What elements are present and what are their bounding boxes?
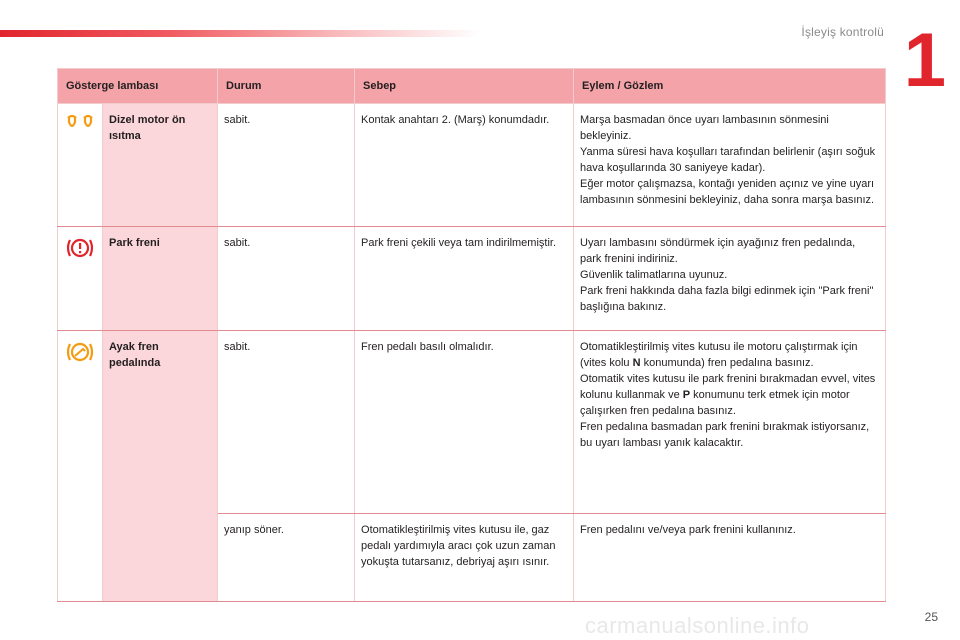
action-fragment: konumunda) fren pedalına basınız. — [640, 357, 814, 369]
status-text: sabit. — [218, 331, 355, 514]
action-text — [574, 331, 886, 514]
action-text — [574, 514, 886, 602]
action-text — [574, 104, 886, 227]
table-row — [58, 331, 886, 514]
warning-lights-table — [57, 68, 886, 602]
foot-brake-icon — [64, 339, 96, 365]
status-text: sabit. — [218, 227, 355, 331]
section-title: İşleyiş kontrolü — [801, 25, 884, 39]
cause-text: Kontak anahtarı 2. (Marş) konumdadır. — [355, 104, 574, 227]
cause-text: Otomatikleştirilmiş vites kutusu ile, gaz pedalı yardımıyla aracı çok uzun zaman yokuşta tutarsanız, debriyaj aşırı ısınır. — [355, 514, 574, 602]
lamp-name: Park freni — [103, 227, 218, 331]
cause-text: Fren pedalı basılı olmalıdır. — [355, 331, 574, 514]
lamp-name: Ayak fren pedalında — [103, 331, 218, 602]
action-fragment: Otomatik vites kutusu ile park frenini bırakmadan evvel, vites kolunu kullanmak ve — [580, 373, 876, 401]
gear-position-n: N — [632, 357, 641, 369]
action-line — [580, 371, 879, 419]
action-line: Fren pedalına basmadan park frenini bırakmak istiyorsanız, bu uyarı lambası yanık kalacaktır. — [580, 421, 870, 449]
page-number: 25 — [924, 610, 938, 624]
table-row — [58, 227, 886, 331]
cause-text: Park freni çekili veya tam indirilmemiştir. — [355, 227, 574, 331]
action-line: Marşa basmadan önce uyarı lambasının sönmesini bekleyiniz. — [580, 114, 829, 142]
action-text — [574, 227, 886, 331]
icon-cell — [58, 227, 103, 331]
parking-brake-icon — [64, 235, 96, 261]
action-fragment: Otomatikleştirilmiş vites kutusu ile motoru çalıştırmak için (vites kolu — [580, 341, 858, 369]
action-line: Eğer motor çalışmazsa, kontağı yeniden açınız ve yine uyarı lambasının sönmesini bekleyiniz, daha sonra marşa basınız. — [580, 178, 875, 206]
glow-plug-icon — [64, 112, 96, 138]
action-line: Fren pedalını ve/veya park frenini kullanınız. — [580, 524, 796, 536]
watermark: carmanualsonline.info — [585, 613, 810, 638]
table-header-row — [58, 69, 886, 104]
lamp-name: Dizel motor ön ısıtma — [103, 104, 218, 227]
action-line: Yanma süresi hava koşulları tarafından belirlenir (aşırı soğuk hava koşullarında 30 saniyeye kadar). — [580, 146, 876, 174]
chapter-number: 1 — [903, 18, 946, 103]
action-line: Uyarı lambasını söndürmek için ayağınız fren pedalında, park frenini indiriniz. — [580, 237, 856, 265]
icon-cell — [58, 331, 103, 602]
action-line: Park freni hakkında daha fazla bilgi edinmek için "Park freni" başlığına bakınız. — [580, 285, 874, 313]
header-indicator-lamp: Gösterge lambası — [58, 69, 218, 104]
action-line — [580, 339, 879, 371]
action-line: Güvenlik talimatlarına uyunuz. — [580, 269, 728, 281]
gear-position-p: P — [682, 389, 691, 401]
header-accent-bar — [0, 30, 480, 37]
status-text: yanıp söner. — [218, 514, 355, 602]
header-cause: Sebep — [355, 69, 574, 104]
icon-cell — [58, 104, 103, 227]
header-status: Durum — [218, 69, 355, 104]
status-text: sabit. — [218, 104, 355, 227]
action-fragment: konumunu terk etmek için motor çalışırken fren pedalına basınız. — [580, 389, 850, 417]
header-action: Eylem / Gözlem — [574, 69, 886, 104]
table-row — [58, 104, 886, 227]
